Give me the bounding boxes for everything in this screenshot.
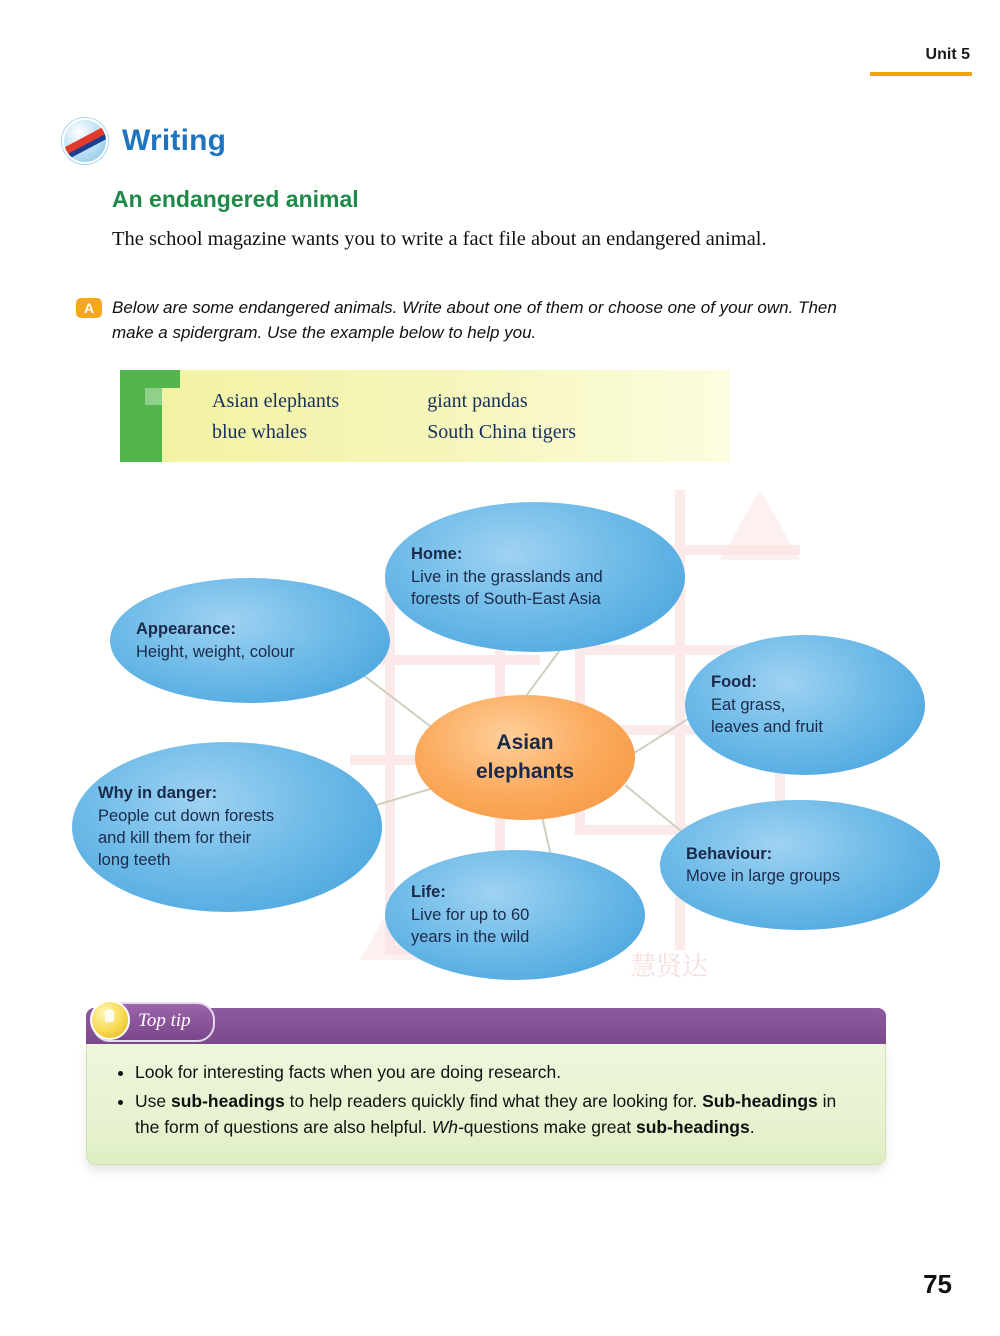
lightbulb-icon (90, 1000, 130, 1040)
svg-text:慧贤达: 慧贤达 (630, 952, 709, 982)
animal-item: Asian elephants (212, 390, 340, 412)
animal-column-right (427, 386, 576, 448)
node-label: Food: (711, 673, 757, 692)
node-line: and kill them for their (98, 829, 252, 847)
node-line: years in the wild (411, 928, 530, 947)
list-item: • Look for interesting facts when you are doing research. (135, 1060, 859, 1085)
spidergram (60, 480, 940, 980)
animal-column-left (212, 386, 339, 448)
animal-item: South China tigers (427, 421, 577, 443)
spidergram-node-appearance (110, 578, 390, 703)
top-tip-body (86, 1044, 886, 1165)
node-line: leaves and fruit (711, 718, 823, 737)
spidergram-node-why-in-danger (72, 742, 382, 912)
section-intro: The school magazine wants you to write a fact file about an endangered animal. (112, 228, 767, 250)
node-line: Move in large groups (686, 867, 841, 885)
unit-rule (870, 72, 972, 76)
task-badge-a: A (76, 298, 102, 318)
node-label: Why in danger: (98, 784, 218, 803)
top-tip-panel (86, 1008, 886, 1165)
top-tip-header (86, 1008, 886, 1044)
top-tip-title: Top tip (92, 1002, 215, 1042)
node-line: Height, weight, colour (136, 642, 295, 661)
center-line-2: elephants (475, 759, 575, 783)
page-number: 75 (923, 1269, 952, 1299)
node-line: long teeth (98, 851, 171, 870)
spidergram-node-behaviour (660, 800, 940, 930)
unit-label: Unit 5 (925, 46, 970, 63)
spidergram-node-food (685, 635, 925, 775)
green-square-decoration (162, 370, 180, 388)
animal-item: blue whales (212, 421, 307, 443)
spidergram-center-node (415, 695, 635, 820)
green-tab-decoration (120, 370, 162, 462)
center-line-1: Asian (496, 730, 554, 754)
spidergram-node-life (385, 850, 645, 980)
node-label: Home: (411, 545, 463, 564)
node-line: Live in the grasslands and (411, 567, 603, 586)
animal-list-box (120, 370, 730, 462)
node-line: forests of South-East Asia (411, 590, 601, 609)
animal-item: giant pandas (427, 390, 528, 412)
node-label: Behaviour: (686, 844, 773, 863)
spidergram-node-home (385, 502, 685, 652)
task-instruction: Below are some endangered animals. Write about one of them or choose one of your own. Then make a spidergram. Use the example below to help you. (112, 298, 837, 342)
node-line: Live for up to 60 (411, 905, 530, 924)
node-label: Life: (411, 883, 446, 902)
writing-heading (62, 118, 226, 164)
pencil-icon (62, 118, 108, 164)
node-line: Eat grass, (711, 695, 786, 714)
section-title: An endangered animal (112, 186, 359, 212)
node-label: Appearance: (136, 620, 236, 639)
writing-title: Writing (122, 124, 227, 157)
node-line: People cut down forests (98, 806, 275, 825)
green-square-decoration-2 (145, 388, 162, 405)
list-item: • Use sub-headings to help readers quickly find what they are looking for. Sub-headings in the form of questions are also helpful. Wh-questions make great sub-headings. (135, 1089, 859, 1140)
